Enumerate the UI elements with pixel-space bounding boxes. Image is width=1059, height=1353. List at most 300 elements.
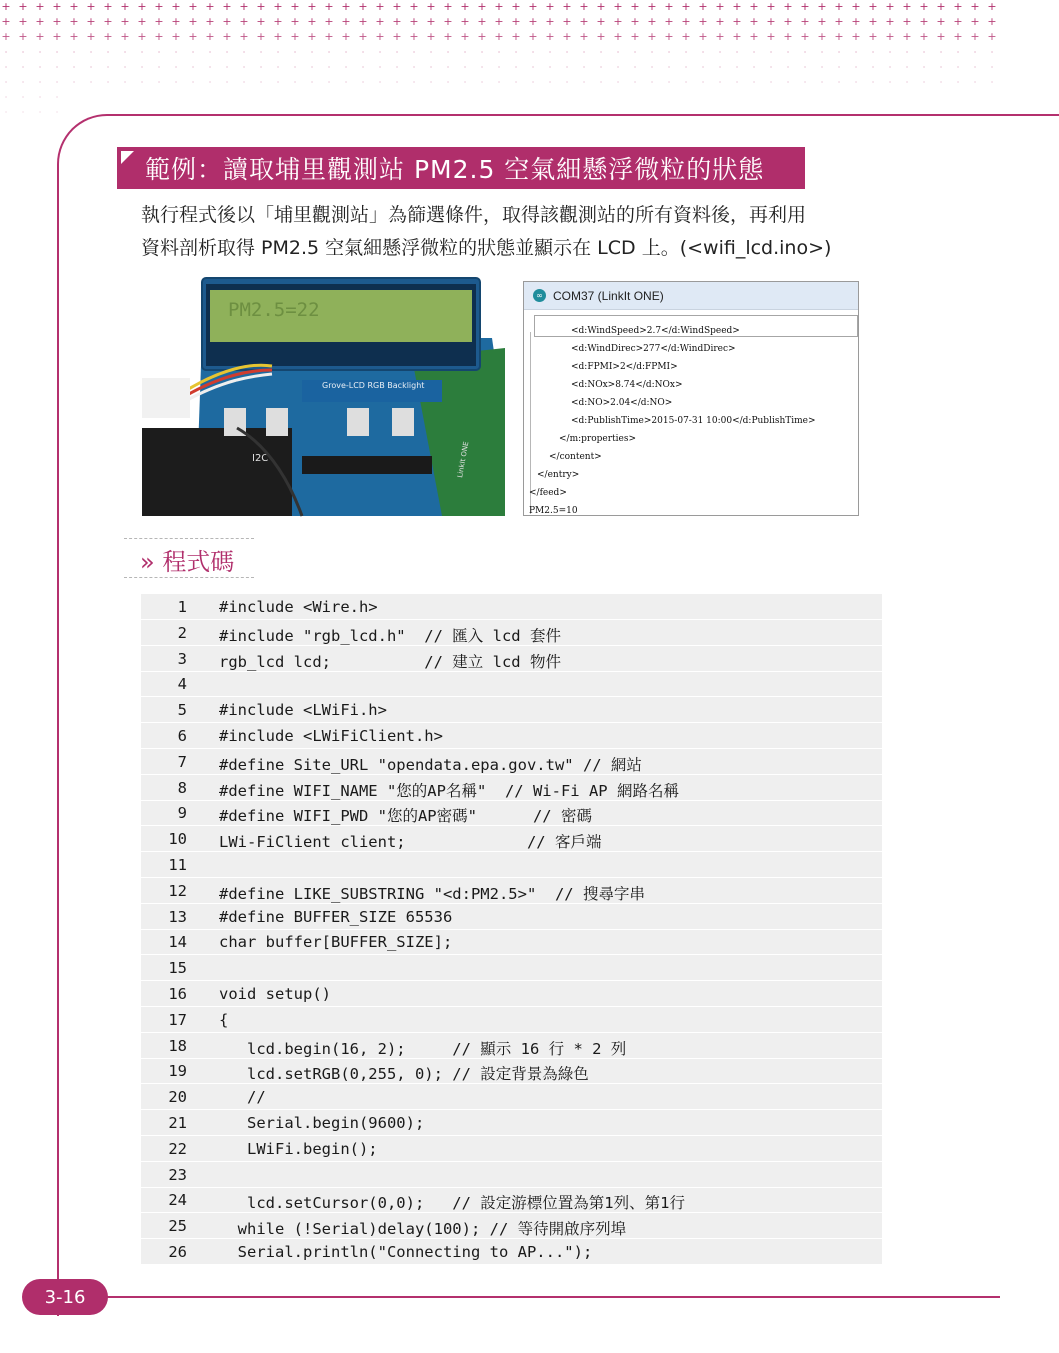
dot-decoration: · [55,93,59,102]
dot-decoration: · [480,48,484,57]
dot-decoration: + [52,0,62,13]
code-line [141,929,882,955]
dot-decoration: · [837,48,841,57]
code-heading-text: » 程式碼 [140,548,235,576]
dot-decoration: + [358,15,368,28]
dot-decoration: · [497,48,501,57]
serial-line: <d:NO>2.04</d:NO> [571,398,673,408]
dot-decoration: + [409,15,419,28]
dot-decoration: + [953,0,963,13]
dot-decoration: · [582,78,586,87]
dot-decoration: + [103,0,113,13]
line-number: 13 [168,907,187,926]
dot-decoration: · [225,48,229,57]
dot-decoration: · [412,78,416,87]
dot-decoration: · [582,48,586,57]
dot-decoration: · [939,48,943,57]
dot-decoration: · [72,63,76,72]
board-label: LinkIt ONE [456,440,471,479]
dot-decoration: · [327,48,331,57]
dot-decoration: + [35,30,45,43]
dot-decoration: + [494,30,504,43]
dot-decoration: · [463,63,467,72]
dot-decoration: · [497,78,501,87]
dot-decoration: · [378,78,382,87]
dot-decoration: + [562,0,572,13]
dot-decoration: · [769,63,773,72]
dot-decoration: + [392,30,402,43]
dot-decoration: · [973,63,977,72]
dot-decoration: · [55,48,59,57]
dot-decoration: + [817,30,827,43]
dot-decoration: + [528,30,538,43]
dot-decoration: + [256,30,266,43]
dot-decoration: + [69,15,79,28]
dot-decoration: + [239,0,249,13]
dot-decoration: · [786,78,790,87]
code-text: #define BUFFER_SIZE 65536 [219,907,453,926]
dot-decoration: · [293,48,297,57]
code-line [141,1187,882,1213]
dot-decoration: · [208,78,212,87]
dot-decoration: + [970,30,980,43]
dot-decoration: · [837,63,841,72]
dot-decoration: · [89,78,93,87]
line-number: 14 [168,933,187,952]
dot-decoration: · [89,48,93,57]
dot-decoration: + [120,30,130,43]
dot-decoration: · [38,48,42,57]
dot-decoration: · [157,63,161,72]
dot-decoration: · [225,78,229,87]
dot-decoration: · [174,63,178,72]
dot-decoration: + [188,0,198,13]
dot-decoration: · [293,78,297,87]
dot-decoration: + [222,0,232,13]
dot-decoration: + [596,30,606,43]
dot-decoration: + [698,0,708,13]
dot-decoration: · [905,48,909,57]
dot-decoration: · [344,48,348,57]
dot-decoration: · [123,78,127,87]
dot-decoration: · [242,48,246,57]
dot-decoration: + [987,30,997,43]
code-line [141,594,882,620]
dot-decoration: + [273,30,283,43]
dot-decoration: + [154,15,164,28]
dot-decoration: + [885,30,895,43]
dot-decoration: + [375,30,385,43]
dot-decoration: + [783,15,793,28]
dot-decoration: · [684,78,688,87]
serial-line: <d:WindDirec>277</d:WindDirec> [571,344,736,354]
dot-decoration: · [718,48,722,57]
dot-decoration: + [630,15,640,28]
dot-decoration: + [681,0,691,13]
dot-decoration: + [358,0,368,13]
dot-decoration: + [528,0,538,13]
dot-decoration: + [919,30,929,43]
dot-decoration: + [885,0,895,13]
code-listing [141,594,882,1264]
dot-decoration: + [749,30,759,43]
dot-decoration: · [531,63,535,72]
dot-decoration: + [953,30,963,43]
line-number: 17 [168,1010,187,1029]
dot-decoration: · [752,48,756,57]
code-line [141,1239,882,1265]
dot-decoration: + [596,15,606,28]
section-title: 範例：讀取埔里觀測站 PM2.5 空氣細懸浮微粒的狀態 [145,155,765,184]
dot-decoration: + [834,0,844,13]
intro-line: 執行程式後以「埔里觀測站」為篩選條件，取得該觀測站的所有資料後，再利用 [141,204,807,226]
dot-decoration: · [565,78,569,87]
dot-decoration: + [681,15,691,28]
code-text: LWi-FiClient client; // 客戶端 [219,833,602,852]
serial-window-title: COM37 (LinkIt ONE) [553,288,664,303]
serial-line: </content> [549,452,602,462]
dot-decoration: + [953,15,963,28]
dot-decoration: · [21,93,25,102]
code-text: Serial.println("Connecting to AP..."); [219,1243,593,1261]
dot-decoration: + [494,0,504,13]
dot-decoration: · [633,63,637,72]
dot-decoration: + [35,15,45,28]
dot-decoration: · [497,63,501,72]
dot-decoration: + [52,15,62,28]
dot-decoration: · [548,63,552,72]
dot-decoration: · [752,78,756,87]
line-number: 6 [177,727,187,745]
dot-decoration: · [701,78,705,87]
dot-decoration: · [72,78,76,87]
dot-decoration: + [86,30,96,43]
code-text: #define WIFI_NAME "您的AP名稱" // Wi-Fi AP 網路名稱 [219,781,679,800]
dot-decoration: + [222,30,232,43]
dot-decoration: · [667,78,671,87]
dot-decoration: · [633,48,637,57]
dot-decoration: · [854,48,858,57]
dot-decoration: + [324,0,334,13]
line-number: 23 [168,1165,187,1184]
dot-decoration: + [256,15,266,28]
dot-decoration: · [616,63,620,72]
dot-decoration: + [902,30,912,43]
code-text: { [219,1010,229,1029]
dot-decoration: + [715,30,725,43]
line-number: 19 [168,1062,187,1081]
dot-decoration: + [273,0,283,13]
dot-decoration: · [38,63,42,72]
serial-line: <d:FPMI>2</d:FPMI> [571,362,678,372]
dot-decoration: + [511,15,521,28]
dot-decoration: · [786,48,790,57]
dot-decoration: + [766,15,776,28]
dot-decoration: + [834,30,844,43]
dot-decoration: · [786,63,790,72]
dot-decoration: + [154,30,164,43]
dot-decoration: + [834,15,844,28]
i2c-label: I2C [252,453,269,464]
dot-decoration: · [480,78,484,87]
line-number: 5 [177,701,187,720]
dot-decoration: · [276,63,280,72]
code-line [141,878,882,904]
code-text: #define LIKE_SUBSTRING "<d:PM2.5>" // 搜尋字串 [219,884,645,903]
dot-decoration: · [361,78,365,87]
dot-decoration: · [480,63,484,72]
serial-line: </entry> [537,470,580,480]
code-line [141,749,882,775]
dot-decoration: + [273,15,283,28]
dot-decoration: + [69,0,79,13]
dot-decoration: + [715,0,725,13]
dot-decoration: + [766,30,776,43]
dot-decoration: + [1,15,11,28]
code-line [141,775,882,801]
dot-decoration: · [922,63,926,72]
serial-line: </m:properties> [559,434,636,444]
dot-decoration: + [477,15,487,28]
code-line [141,1136,882,1162]
dot-decoration: · [803,78,807,87]
dot-decoration: + [664,0,674,13]
dot-decoration: · [157,78,161,87]
dot-decoration: + [902,15,912,28]
dot-decoration: · [939,63,943,72]
line-number: 10 [168,830,187,849]
dot-decoration: · [701,63,705,72]
dot-decoration: · [106,63,110,72]
footer-rule [100,1296,1000,1298]
dot-decoration: + [239,30,249,43]
dot-decoration: + [18,15,28,28]
line-number: 11 [168,856,187,874]
dot-decoration: + [562,15,572,28]
dot-decoration: + [936,30,946,43]
dot-decoration: · [650,48,654,57]
dot-decoration: + [494,15,504,28]
dot-decoration: · [55,63,59,72]
dot-decoration: · [990,78,994,87]
dot-decoration: + [137,0,147,13]
dot-decoration: · [701,48,705,57]
dot-decoration: + [392,0,402,13]
dot-decoration: · [769,48,773,57]
dot-decoration: · [446,48,450,57]
dot-decoration: · [276,48,280,57]
dot-decoration: + [307,30,317,43]
dot-decoration: · [106,48,110,57]
dot-decoration: · [888,78,892,87]
dot-decoration: + [936,15,946,28]
dot-decoration: + [477,0,487,13]
dot-decoration: + [188,15,198,28]
code-text: #include <Wire.h> [219,598,378,616]
dot-decoration: · [565,63,569,72]
dot-decoration: · [871,63,875,72]
dot-decoration: + [239,15,249,28]
dot-decoration: + [715,15,725,28]
dot-decoration: + [987,0,997,13]
dot-decoration: · [514,63,518,72]
dot-decoration: + [290,0,300,13]
code-line [141,981,882,1007]
line-number: 20 [168,1088,187,1107]
dot-decoration: · [990,48,994,57]
intro-paragraph [141,199,901,265]
dot-decoration: · [582,63,586,72]
line-number: 8 [177,778,187,797]
code-text: char buffer[BUFFER_SIZE]; [219,933,453,952]
dot-decoration: + [460,15,470,28]
dot-decoration: + [732,30,742,43]
dot-decoration: + [613,15,623,28]
dot-decoration: · [4,108,8,117]
dot-decoration: + [409,30,419,43]
line-number: 3 [177,649,187,668]
dot-decoration: + [375,0,385,13]
dot-decoration: + [647,0,657,13]
dot-decoration: + [307,15,317,28]
dot-decoration: · [106,78,110,87]
dot-decoration: · [803,48,807,57]
code-text: while (!Serial)delay(100); // 等待開啟序列埠 [219,1220,627,1239]
dot-decoration: + [851,0,861,13]
dot-decoration: · [208,63,212,72]
dot-decoration: · [446,63,450,72]
dot-decoration: + [426,0,436,13]
dot-decoration: + [120,15,130,28]
dot-decoration: · [123,48,127,57]
dot-decoration: + [341,30,351,43]
dot-decoration: + [205,0,215,13]
dot-decoration: + [341,0,351,13]
dot-decoration: · [208,48,212,57]
code-text: #include <LWiFi.h> [219,701,387,720]
dot-decoration: · [718,78,722,87]
dot-decoration: · [242,63,246,72]
dot-decoration: · [21,48,25,57]
dot-decoration: + [69,30,79,43]
dot-decoration: · [684,63,688,72]
code-line [141,723,882,749]
dot-decoration: · [939,78,943,87]
dot-decoration: · [514,48,518,57]
dot-decoration: + [698,30,708,43]
code-text: #define Site_URL "opendata.epa.gov.tw" // 網站 [219,755,642,774]
dot-decoration: · [344,63,348,72]
code-text: // [219,1088,266,1107]
dot-decoration: · [837,78,841,87]
code-text: #include "rgb_lcd.h" // 匯入 lcd 套件 [219,626,561,645]
line-number: 24 [168,1191,187,1210]
dot-decoration: · [735,48,739,57]
dot-decoration: + [1,0,11,13]
code-line [141,1033,882,1059]
dot-decoration: + [477,30,487,43]
dot-decoration: · [140,78,144,87]
dot-decoration: · [854,78,858,87]
dot-decoration: · [55,78,59,87]
dot-decoration: + [205,30,215,43]
code-line [141,1007,882,1033]
serial-monitor-window [523,281,859,516]
dot-decoration: + [579,15,589,28]
dot-decoration: · [599,48,603,57]
dot-decoration: · [956,48,960,57]
dot-decoration: · [361,48,365,57]
dot-decoration: + [664,30,674,43]
dot-decoration: · [293,63,297,72]
dot-decoration: + [868,0,878,13]
dot-decoration: + [341,15,351,28]
code-line [141,646,882,672]
dot-decoration: · [871,48,875,57]
line-number: 4 [177,675,187,694]
dot-decoration: · [429,78,433,87]
code-line [141,1058,882,1084]
dot-decoration: · [718,63,722,72]
dot-decoration: · [412,63,416,72]
code-line [141,1213,882,1239]
line-number: 2 [177,623,187,642]
dot-decoration: + [426,15,436,28]
dot-decoration: + [426,30,436,43]
dot-decoration: + [409,0,419,13]
dot-decoration: + [545,0,555,13]
dot-decoration: · [803,63,807,72]
dot-decoration: + [324,30,334,43]
serial-titlebar [524,282,858,310]
dot-decoration: · [310,63,314,72]
line-number: 18 [168,1036,187,1055]
dot-decoration: + [290,15,300,28]
dot-decoration: + [664,15,674,28]
dot-decoration: + [851,15,861,28]
dot-decoration: + [630,30,640,43]
dot-decoration: · [684,48,688,57]
dot-decoration: · [242,78,246,87]
dot-decoration: · [89,63,93,72]
dot-decoration: + [613,30,623,43]
dot-decoration: · [599,63,603,72]
dot-decoration: + [120,0,130,13]
dot-decoration: · [123,63,127,72]
dot-decoration: · [21,108,25,117]
dot-decoration: + [528,15,538,28]
dot-decoration: · [616,48,620,57]
dot-decoration: · [361,63,365,72]
dot-decoration: · [191,63,195,72]
line-number: 16 [168,985,187,1003]
serial-line: </feed> [529,488,567,498]
code-text: void setup() [219,985,331,1003]
line-number: 22 [168,1139,187,1158]
dot-decoration: · [225,63,229,72]
dot-decoration: + [86,15,96,28]
dot-decoration: · [922,78,926,87]
dot-decoration: · [548,48,552,57]
dot-decoration: · [769,78,773,87]
code-text: lcd.begin(16, 2); // 顯示 16 行 * 2 列 [219,1039,627,1058]
dot-decoration: · [21,78,25,87]
dot-decoration: + [732,0,742,13]
dot-decoration: · [259,48,263,57]
dot-decoration: · [905,63,909,72]
dot-decoration: + [749,0,759,13]
dot-decoration: + [766,0,776,13]
